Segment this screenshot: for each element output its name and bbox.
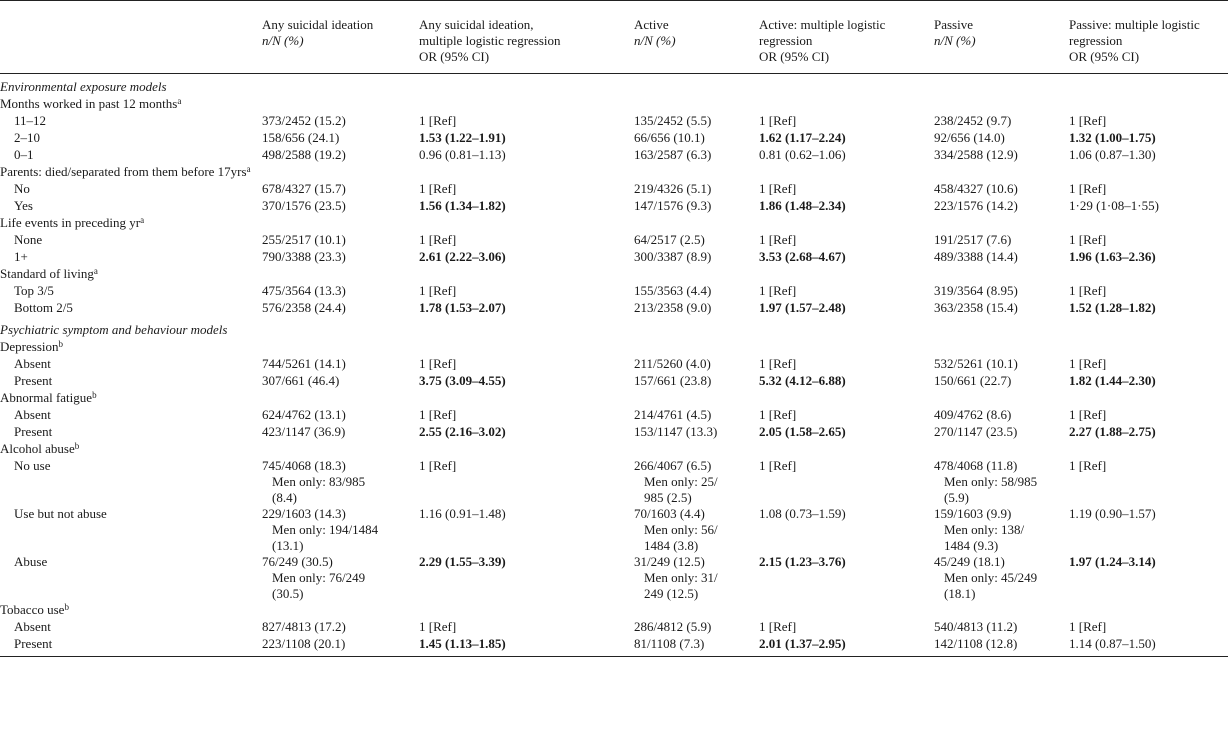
table-row [0, 232, 1228, 249]
table-cell: 163/2587 (6.3) [634, 147, 712, 162]
group-label-text: Tobacco use [0, 602, 65, 617]
table-cell: 1 [Ref] [1069, 407, 1107, 422]
table-cell: 157/661 (23.8) [634, 373, 712, 388]
table-cell: 66/656 (10.1) [634, 130, 705, 145]
group-label [0, 602, 1228, 619]
table-cell: 1.08 (0.73–1.59) [759, 506, 846, 521]
table-row [0, 619, 1228, 636]
header-col0 [0, 1, 258, 74]
table-cell: 1 [Ref] [759, 283, 797, 298]
header-text: n/N (%) [262, 33, 304, 48]
group-label [0, 339, 1228, 356]
men-only-note: Men only: 45/249 [944, 570, 1038, 585]
table-cell [630, 506, 755, 554]
cell-value: 45/249 (18.1) [934, 554, 1005, 569]
row-label: Absent [14, 356, 51, 371]
row-label: 11–12 [14, 113, 47, 128]
row-label: Bottom 2/5 [14, 300, 73, 315]
row-label: No [14, 181, 30, 196]
table-cell: 213/2358 (9.0) [634, 300, 712, 315]
table-cell: 576/2358 (24.4) [262, 300, 346, 315]
group-label-text: Standard of living [0, 266, 94, 281]
men-only-note: Men only: 56/ [644, 522, 718, 537]
table-cell: 1 [Ref] [419, 356, 457, 371]
row-label: 1+ [14, 249, 28, 264]
table-cell: 2.61 (2.22–3.06) [419, 249, 506, 264]
table-cell: 155/3563 (4.4) [634, 283, 712, 298]
table-cell [930, 458, 1065, 506]
footnote-marker: b [92, 390, 97, 400]
table-cell: 1 [Ref] [419, 407, 457, 422]
group-label-text: Abnormal fatigue [0, 390, 93, 405]
footnote-marker: b [64, 602, 69, 612]
table-cell: 790/3388 (23.3) [262, 249, 346, 264]
table-cell: 1 [Ref] [1069, 283, 1107, 298]
header-active [630, 1, 755, 74]
table-cell: 540/4813 (11.2) [934, 619, 1018, 634]
table-cell: 1.52 (1.28–1.82) [1069, 300, 1156, 315]
table-cell: 238/2452 (9.7) [934, 113, 1012, 128]
group-row [0, 441, 1228, 458]
men-only-note: Men only: 31/ [644, 570, 718, 585]
section-row [0, 317, 1228, 339]
table-cell: 214/4761 (4.5) [634, 407, 712, 422]
footnote-marker: a [93, 266, 98, 276]
header-text: OR (95% CI) [759, 49, 830, 64]
cell-value: 31/249 (12.5) [634, 554, 705, 569]
row-label: Present [14, 373, 53, 388]
group-label-text: Life events in preceding yr [0, 215, 141, 230]
cell-value: 70/1603 (4.4) [634, 506, 705, 521]
table-cell: 81/1108 (7.3) [630, 636, 755, 657]
header-any-ideation-or [415, 1, 630, 74]
table-cell: 150/661 (22.7) [934, 373, 1012, 388]
row-label: Use but not abuse [14, 506, 107, 521]
table-cell: 678/4327 (15.7) [262, 181, 346, 196]
table-row [0, 373, 1228, 390]
table-cell: 1·29 (1·08–1·55) [1069, 198, 1159, 213]
cell-value: 266/4067 (6.5) [634, 458, 712, 473]
table-cell: 319/3564 (8.95) [934, 283, 1018, 298]
footnote-marker: a [140, 215, 145, 225]
footnote-marker: a [177, 96, 182, 106]
table-cell: 2.29 (1.55–3.39) [419, 554, 506, 569]
table-row [0, 130, 1228, 147]
header-text: OR (95% CI) [1069, 49, 1140, 64]
table-cell: 370/1576 (23.5) [262, 198, 346, 213]
group-label [0, 96, 1228, 113]
table-cell: 1.78 (1.53–2.07) [419, 300, 506, 315]
table-cell: 1.53 (1.22–1.91) [419, 130, 506, 145]
table-cell: 1.97 (1.57–2.48) [759, 300, 846, 315]
table-cell: 223/1108 (20.1) [258, 636, 415, 657]
row-label: None [14, 232, 43, 247]
table-cell: 1.97 (1.24–3.14) [1069, 554, 1156, 569]
row-label: Abuse [14, 554, 48, 569]
table-cell [930, 554, 1065, 602]
table-cell: 0.81 (0.62–1.06) [759, 147, 846, 162]
men-only-note: (8.4) [272, 490, 297, 505]
group-label [0, 164, 1228, 181]
cell-value: 76/249 (30.5) [262, 554, 333, 569]
table-cell: 142/1108 (12.8) [930, 636, 1065, 657]
table-cell: 1 [Ref] [759, 113, 797, 128]
table-cell: 5.32 (4.12–6.88) [759, 373, 846, 388]
table-cell: 1 [Ref] [419, 181, 457, 196]
table-cell: 211/5260 (4.0) [634, 356, 711, 371]
table-cell: 423/1147 (36.9) [262, 424, 346, 439]
group-row [0, 164, 1228, 181]
table-cell: 1 [Ref] [759, 356, 797, 371]
cell-value: 478/4068 (11.8) [934, 458, 1018, 473]
section-title: Environmental exposure models [0, 79, 167, 94]
table-row [0, 198, 1228, 215]
table-cell: 1 [Ref] [419, 458, 457, 473]
row-label: Yes [14, 198, 33, 213]
header-text: Any suicidal ideation, [419, 17, 534, 32]
cell-value: 159/1603 (9.9) [934, 506, 1012, 521]
men-only-note: Men only: 25/ [644, 474, 718, 489]
cell-value: 745/4068 (18.3) [262, 458, 346, 473]
table-cell [258, 554, 415, 602]
table-cell: 92/656 (14.0) [934, 130, 1005, 145]
men-only-note: 985 (2.5) [644, 490, 692, 505]
table-cell: 744/5261 (14.1) [262, 356, 346, 371]
header-row [0, 1, 1228, 74]
header-text: n/N (%) [634, 33, 676, 48]
table-row [0, 113, 1228, 130]
footnote-marker: b [74, 441, 80, 451]
table-cell: 409/4762 (8.6) [934, 407, 1012, 422]
table-cell: 827/4813 (17.2) [262, 619, 346, 634]
table-cell: 1 [Ref] [1069, 619, 1107, 634]
table-cell: 1 [Ref] [759, 181, 797, 196]
header-text: Passive [934, 17, 973, 32]
table-cell: 489/3388 (14.4) [934, 249, 1018, 264]
table-cell: 1 [Ref] [1069, 356, 1107, 371]
table-header [0, 1, 1228, 74]
group-label-text: Depression [0, 339, 59, 354]
table-cell: 1.16 (0.91–1.48) [419, 506, 506, 521]
header-any-ideation [258, 1, 415, 74]
table-row [0, 283, 1228, 300]
table-cell: 3.75 (3.09–4.55) [419, 373, 506, 388]
group-label [0, 215, 1228, 232]
table-cell [258, 458, 415, 506]
group-row [0, 602, 1228, 619]
group-label-text: Parents: died/separated from them before 17yrs [0, 164, 247, 179]
table-cell: 1.56 (1.34–1.82) [419, 198, 506, 213]
table-cell: 1.96 (1.63–2.36) [1069, 249, 1156, 264]
group-label [0, 266, 1228, 283]
table-cell: 0.96 (0.81–1.13) [419, 147, 506, 162]
table-cell: 1 [Ref] [419, 232, 457, 247]
row-label: Top 3/5 [14, 283, 54, 298]
row-label: Absent [14, 619, 51, 634]
table-cell: 255/2517 (10.1) [262, 232, 346, 247]
men-only-note: (30.5) [272, 586, 304, 601]
men-only-note: 249 (12.5) [644, 586, 699, 601]
table-cell: 153/1147 (13.3) [634, 424, 718, 439]
table-cell: 147/1576 (9.3) [634, 198, 712, 213]
section-row [0, 74, 1228, 97]
section-title: Psychiatric symptom and behaviour models [0, 322, 228, 337]
footnote-marker: a [246, 164, 251, 174]
header-text: regression [1069, 33, 1123, 48]
header-text: Passive: multiple logistic [1069, 17, 1200, 32]
table-cell: 1 [Ref] [419, 619, 457, 634]
table-cell: 334/2588 (12.9) [934, 147, 1018, 162]
table-cell: 1.14 (0.87–1.50) [1065, 636, 1228, 657]
group-row [0, 339, 1228, 356]
table-cell: 2.27 (1.88–2.75) [1069, 424, 1156, 439]
table-cell: 307/661 (46.4) [262, 373, 340, 388]
table-cell [630, 554, 755, 602]
table-cell [258, 506, 415, 554]
men-only-note: Men only: 138/ [944, 522, 1025, 537]
table-cell: 373/2452 (15.2) [262, 113, 346, 128]
table-cell: 219/4326 (5.1) [634, 181, 712, 196]
men-only-note: 1484 (9.3) [944, 538, 999, 553]
table-cell: 1.06 (0.87–1.30) [1069, 147, 1156, 162]
header-text: Active [634, 17, 669, 32]
table-cell: 270/1147 (23.5) [934, 424, 1018, 439]
header-text: OR (95% CI) [419, 49, 490, 64]
table-row [0, 249, 1228, 266]
group-row [0, 215, 1228, 232]
table-cell: 1 [Ref] [759, 232, 797, 247]
header-passive-or [1065, 1, 1228, 74]
men-only-note: Men only: 76/249 [272, 570, 366, 585]
table-cell [630, 458, 755, 506]
table-row [0, 300, 1228, 317]
table-cell: 191/2517 (7.6) [934, 232, 1012, 247]
group-label-text: Alcohol abuse [0, 441, 75, 456]
row-label: Absent [14, 407, 51, 422]
table-row [0, 424, 1228, 441]
men-only-note: (18.1) [944, 586, 976, 601]
group-row [0, 96, 1228, 113]
group-row [0, 390, 1228, 407]
men-only-note: (13.1) [272, 538, 304, 553]
table-cell: 1 [Ref] [1069, 232, 1107, 247]
header-text: Active: multiple logistic [759, 17, 886, 32]
table-cell: 498/2588 (19.2) [262, 147, 346, 162]
row-label: Present [14, 424, 53, 439]
table-cell: 1 [Ref] [419, 283, 457, 298]
table-cell: 1 [Ref] [1069, 113, 1107, 128]
table-cell: 64/2517 (2.5) [634, 232, 705, 247]
table-cell: 3.53 (2.68–4.67) [759, 249, 846, 264]
header-active-or [755, 1, 930, 74]
table-cell: 2.15 (1.23–3.76) [759, 554, 846, 569]
table-row [0, 356, 1228, 373]
group-row [0, 266, 1228, 283]
row-label: No use [14, 458, 51, 473]
row-label: 0–1 [14, 147, 34, 162]
table-cell: 475/3564 (13.3) [262, 283, 346, 298]
men-only-note: Men only: 194/1484 [272, 522, 379, 537]
table-cell: 1.19 (0.90–1.57) [1069, 506, 1156, 521]
cell-value: 229/1603 (14.3) [262, 506, 346, 521]
table-cell: 532/5261 (10.1) [934, 356, 1018, 371]
table-body [0, 74, 1228, 657]
group-label [0, 390, 1228, 407]
table-cell: 1 [Ref] [1069, 181, 1107, 196]
table-row [0, 147, 1228, 164]
table-cell: 1 [Ref] [759, 458, 797, 473]
header-text: regression [759, 33, 813, 48]
table-cell: 1 [Ref] [419, 113, 457, 128]
header-text: multiple logistic regression [419, 33, 561, 48]
header-passive [930, 1, 1065, 74]
row-label: 2–10 [14, 130, 40, 145]
table-cell: 363/2358 (15.4) [934, 300, 1018, 315]
table-cell: 458/4327 (10.6) [934, 181, 1018, 196]
table-cell: 1 [Ref] [759, 619, 797, 634]
table-row [0, 506, 1228, 554]
table-row [0, 636, 1228, 657]
men-only-note: (5.9) [944, 490, 969, 505]
men-only-note: 1484 (3.8) [644, 538, 699, 553]
table-cell: 135/2452 (5.5) [634, 113, 712, 128]
table-cell: 1.86 (1.48–2.34) [759, 198, 846, 213]
table-cell: 1 [Ref] [1069, 458, 1107, 473]
footnote-marker: b [58, 339, 63, 349]
table-cell: 300/3387 (8.9) [634, 249, 712, 264]
table-cell: 624/4762 (13.1) [262, 407, 346, 422]
table-cell: 1 [Ref] [759, 407, 797, 422]
table-cell: 1.82 (1.44–2.30) [1069, 373, 1156, 388]
table-cell: 2.01 (1.37–2.95) [755, 636, 930, 657]
header-text: n/N (%) [934, 33, 976, 48]
table-cell: 2.05 (1.58–2.65) [759, 424, 846, 439]
men-only-note: Men only: 83/985 [272, 474, 366, 489]
table-cell: 286/4812 (5.9) [634, 619, 712, 634]
header-text: Any suicidal ideation [262, 17, 374, 32]
table-cell: 158/656 (24.1) [262, 130, 340, 145]
table-cell: 1.62 (1.17–2.24) [759, 130, 846, 145]
table-row [0, 458, 1228, 506]
table-cell: 223/1576 (14.2) [934, 198, 1018, 213]
row-label: Present [0, 636, 258, 657]
table-row [0, 181, 1228, 198]
group-label [0, 441, 1228, 458]
men-only-note: Men only: 58/985 [944, 474, 1038, 489]
table-cell: 1.45 (1.13–1.85) [415, 636, 630, 657]
table-cell: 2.55 (2.16–3.02) [419, 424, 506, 439]
table-cell: 1.32 (1.00–1.75) [1069, 130, 1156, 145]
table-cell [930, 506, 1065, 554]
table-row [0, 554, 1228, 602]
table-row [0, 407, 1228, 424]
group-label-text: Months worked in past 12 months [0, 96, 178, 111]
